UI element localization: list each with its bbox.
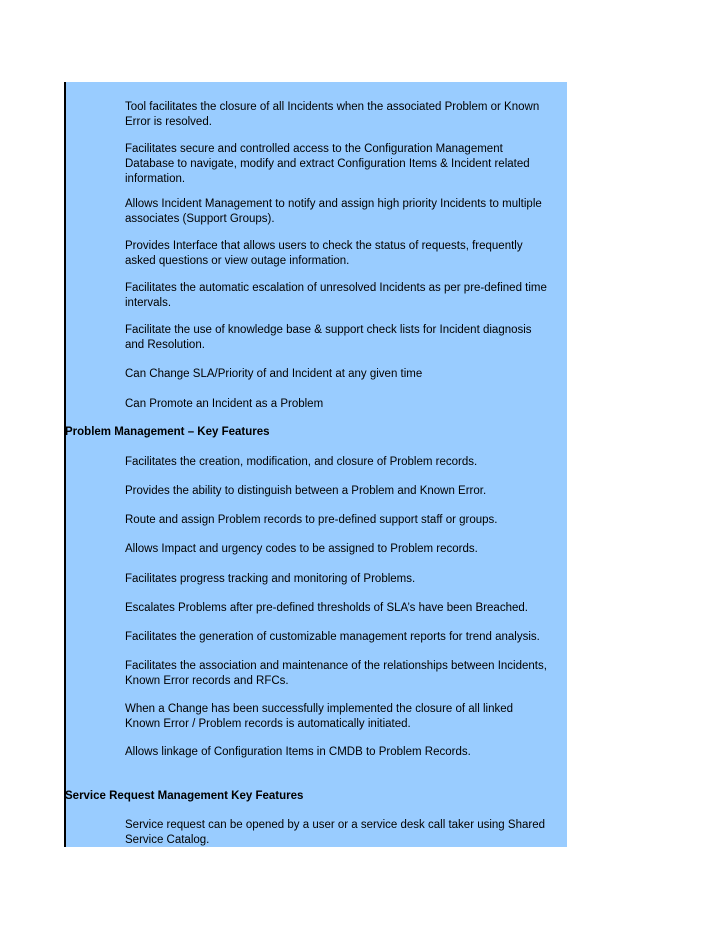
service-item-1-line-1: Service request can be opened by a user or a service desk call taker using Shared bbox=[125, 819, 545, 831]
incident-item-4-line-2: asked questions or view outage information. bbox=[125, 255, 350, 267]
problem-item-6 bbox=[125, 601, 528, 616]
incident-item-7 bbox=[125, 367, 422, 382]
problem-item-2-line-1: Provides the ability to distinguish between a Problem and Known Error. bbox=[125, 485, 487, 497]
problem-item-9-line-2: Known Error / Problem records is automatically initiated. bbox=[125, 718, 411, 730]
problem-item-7-line-1: Facilitates the generation of customizable management reports for trend analysis. bbox=[125, 631, 540, 643]
incident-item-6-line-2: and Resolution. bbox=[125, 339, 205, 351]
problem-item-8-line-2: Known Error records and RFCs. bbox=[125, 675, 289, 687]
problem-item-9 bbox=[125, 702, 513, 732]
problem-item-10 bbox=[125, 745, 471, 760]
incident-item-5 bbox=[125, 281, 547, 311]
incident-item-5-line-1: Facilitates the automatic escalation of unresolved Incidents as per pre-defined time bbox=[125, 282, 547, 294]
problem-item-5 bbox=[125, 572, 415, 587]
problem-item-2 bbox=[125, 484, 486, 499]
incident-item-1-line-2: Error is resolved. bbox=[125, 116, 212, 128]
incident-item-2 bbox=[125, 142, 530, 187]
problem-item-7 bbox=[125, 630, 540, 645]
service-item-1 bbox=[125, 818, 545, 848]
problem-item-4-line-1: Allows Impact and urgency codes to be assigned to Problem records. bbox=[125, 543, 478, 555]
incident-item-3-line-1: Allows Incident Management to notify and assign high priority Incidents to multiple bbox=[125, 198, 542, 210]
problem-item-5-line-1: Facilitates progress tracking and monitoring of Problems. bbox=[125, 573, 416, 585]
incident-item-4 bbox=[125, 239, 523, 269]
problem-item-10-line-1: Allows linkage of Configuration Items in CMDB to Problem Records. bbox=[125, 746, 471, 758]
problem-item-1-line-1: Facilitates the creation, modification, and closure of Problem records. bbox=[125, 456, 478, 468]
incident-item-4-line-1: Provides Interface that allows users to check the status of requests, frequently bbox=[125, 240, 523, 252]
incident-item-8-line-1: Can Promote an Incident as a Problem bbox=[125, 398, 324, 410]
service-item-1-line-2: Service Catalog. bbox=[125, 834, 210, 846]
problem-management-heading: Problem Management – Key Features bbox=[65, 426, 270, 438]
incident-item-2-line-2: Database to navigate, modify and extract Configuration Items & Incident related bbox=[125, 158, 530, 170]
incident-item-1 bbox=[125, 100, 539, 130]
problem-item-9-line-1: When a Change has been successfully implemented the closure of all linked bbox=[125, 703, 514, 715]
incident-item-1-line-1: Tool facilitates the closure of all Incidents when the associated Problem or Known bbox=[125, 101, 540, 113]
incident-item-3-line-2: associates (Support Groups). bbox=[125, 213, 275, 225]
incident-item-6-line-1: Facilitate the use of knowledge base & support check lists for Incident diagnosis bbox=[125, 324, 532, 336]
service-request-heading: Service Request Management Key Features bbox=[65, 790, 304, 802]
incident-item-8 bbox=[125, 397, 323, 412]
problem-item-6-line-1: Escalates Problems after pre-defined thresholds of SLA’s have been Breached. bbox=[125, 602, 528, 614]
problem-item-8-line-1: Facilitates the association and maintenance of the relationships between Incidents, bbox=[125, 660, 547, 672]
incident-item-5-line-2: intervals. bbox=[125, 297, 172, 309]
incident-item-2-line-1: Facilitates secure and controlled access to the Configuration Management bbox=[125, 143, 503, 155]
problem-item-3 bbox=[125, 513, 497, 528]
incident-item-2-line-3: information. bbox=[125, 173, 186, 185]
problem-item-3-line-1: Route and assign Problem records to pre-defined support staff or groups. bbox=[125, 514, 498, 526]
incident-item-7-line-1: Can Change SLA/Priority of and Incident at any given time bbox=[125, 368, 423, 380]
incident-item-3 bbox=[125, 197, 542, 227]
problem-item-1 bbox=[125, 455, 477, 470]
problem-item-4 bbox=[125, 542, 478, 557]
problem-item-8 bbox=[125, 659, 547, 689]
incident-item-6 bbox=[125, 323, 532, 353]
